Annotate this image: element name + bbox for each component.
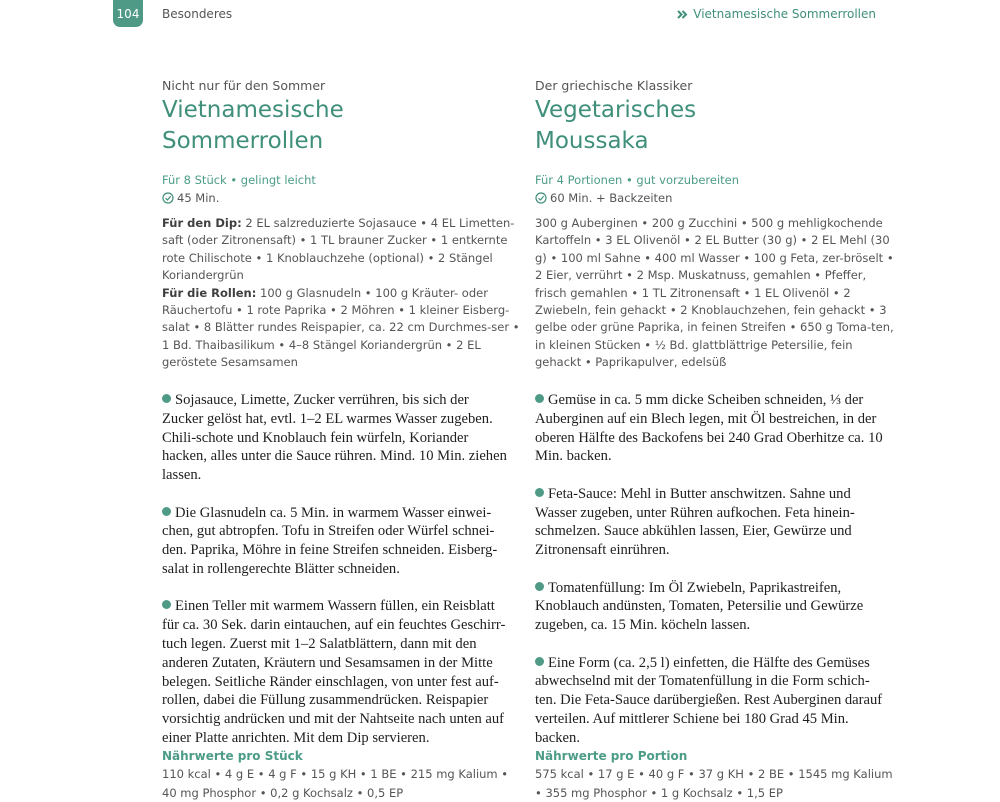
bullet-dot-icon bbox=[162, 600, 171, 609]
recipe-meta bbox=[535, 171, 895, 207]
step-item bbox=[535, 579, 885, 635]
nutrition-values: 575 kcal • 17 g E • 40 g F • 37 g KH • 2 BE • 1545 mg Kalium • 355 mg Phosphor • 1 g Kochsalz • 1,5 EP bbox=[535, 767, 893, 800]
running-title bbox=[677, 7, 876, 21]
recipe-title bbox=[535, 95, 895, 157]
nutrition-sommerrollen bbox=[162, 747, 522, 802]
recipe-time: 60 Min. + Backzeiten bbox=[550, 191, 673, 205]
recipe-time: 45 Min. bbox=[177, 191, 220, 205]
bullet-dot-icon bbox=[535, 394, 544, 403]
bullet-dot-icon bbox=[162, 507, 171, 516]
step-text: Einen Teller mit warmem Wassern füllen, ein Reisblatt für ca. 30 Sek. darin eintauchen, auf ein feuchtes Geschirr-tuch legen. Zuerst mit 1–2 Salatblättern, dann mit den anderen Zutaten, Kräutern und Sesamsamen in der Mitte belegen. Seitliche Ränder einschlagen, von unter fest auf-rollen, dabei die Füllung zusammendrücken. Reispapier vorsichtig andrücken und mit der Nahtseite nach unten auf einer Platte anrichten. Mit dem Dip servieren. bbox=[162, 598, 506, 746]
recipe-servings: Für 4 Portionen • gut vorzubereiten bbox=[535, 173, 740, 187]
step-item bbox=[162, 391, 512, 485]
recipe-meta bbox=[162, 171, 522, 207]
page-number-badge: 104 bbox=[113, 0, 143, 27]
step-text: Die Glasnudeln ca. 5 Min. in warmem Wasser einwei-chen, gut abtropfen. Tofu in Streifen oder Würfel schnei-den. Paprika, Möhre in feine Streifen schneiden. Eisberg-salat in rollengerechte Blätter schneiden. bbox=[162, 504, 498, 577]
clock-icon bbox=[162, 192, 174, 204]
step-text: Eine Form (ca. 2,5 l) einfetten, die Hälfte des Gemüses abwechselnd mit der Tomatenfüllung in die Form schich-ten. Die Feta-Sauce darübergießen. Rest Auberginen darauf verteilen. Auf mittlerer Schiene bei 180 Grad 45 Min. backen. bbox=[535, 654, 883, 746]
recipe-servings: Für 8 Stück • gelingt leicht bbox=[162, 173, 316, 187]
bullet-dot-icon bbox=[535, 657, 544, 666]
recipe-header-sommerrollen bbox=[162, 78, 522, 372]
ingredients-dip bbox=[162, 215, 522, 285]
steps-sommerrollen bbox=[162, 391, 512, 766]
nutrition-title: Nährwerte pro Portion bbox=[535, 749, 688, 763]
recipe-title-line-1: Vegetarisches bbox=[535, 97, 697, 123]
section-label: Besonderes bbox=[162, 7, 233, 21]
step-text: Sojasauce, Limette, Zucker verrühren, bis sich der Zucker gelöst hat, evtl. 1–2 EL warmes Wasser zugeben. Chili-schote und Knoblauch fein würfeln, Koriander hacken, alles unter die Sauce rühren. Mind. 10 Min. ziehen lassen. bbox=[162, 392, 507, 484]
step-text: Gemüse in ca. 5 mm dicke Scheiben schneiden, ⅓ der Auberginen auf ein Blech legen, mit Öl bestreichen, in der oberen Hälfte des Backofens bei 240 Grad Oberhitze ca. 10 Min. backen. bbox=[535, 392, 883, 465]
running-title-text: Vietnamesische Sommerrollen bbox=[693, 7, 876, 21]
step-item bbox=[535, 654, 885, 748]
step-text: Feta-Sauce: Mehl in Butter anschwitzen. Sahne und Wasser zugeben, unter Rühren aufkochen. Feta hinein-schmelzen. Sauce abkühlen lassen, Eier, Gewürze und Zitronensaft einrühren. bbox=[535, 485, 855, 559]
recipe-title bbox=[162, 95, 522, 157]
step-text: Tomatenfüllung: Im Öl Zwiebeln, Paprikastreifen, Knoblauch andünsten, Tomaten, Petersilie und Gewürze zugeben, ca. 15 Min. köcheln lassen. bbox=[535, 579, 864, 634]
step-item bbox=[162, 597, 512, 747]
ingredients-rollen-label: Für die Rollen: bbox=[162, 285, 257, 300]
step-item bbox=[535, 391, 885, 466]
recipe-title-line-1: Vietnamesische bbox=[162, 97, 344, 123]
nutrition-moussaka bbox=[535, 747, 895, 802]
recipe-header-moussaka bbox=[535, 78, 895, 372]
ingredients-list bbox=[162, 215, 522, 372]
recipe-kicker: Nicht nur für den Sommer bbox=[162, 78, 326, 93]
bullet-dot-icon bbox=[535, 488, 544, 497]
ingredients-text: 300 g Auberginen • 200 g Zucchini • 500 g mehligkochende Kartoffeln • 3 EL Olivenöl • 2 EL Butter (30 g) • 2 EL Mehl (30 g) • 100 ml Sahne • 400 ml Wasser • 100 g Feta, zer-bröselt • 2 Eier, verrührt • 2 Msp. Muskatnuss, gemahlen • Pfeffer, frisch gemahlen • 1 TL Zitronensaft • 1 EL Olivenöl • 2 Zwiebeln, fein gehackt • 2 Knoblauchzehen, fein gehackt • 3 gelbe oder grüne Paprika, in feinen Streifen • 650 g Toma-ten, in kleinen Stücken • ½ Bd. glattblättrige Petersilie, fein gehackt • Paprikapulver, edelsüß bbox=[535, 216, 894, 370]
recipe-time-row bbox=[535, 189, 895, 207]
double-chevron-right-icon bbox=[677, 10, 688, 19]
ingredients-list bbox=[535, 215, 895, 372]
ingredients-dip-label: Für den Dip: bbox=[162, 216, 242, 230]
bullet-dot-icon bbox=[162, 394, 171, 403]
clock-icon bbox=[535, 192, 547, 204]
step-item bbox=[162, 504, 512, 579]
ingredients-rollen-text: 100 g Glasnudeln • 100 g Kräuter- oder Räuchertofu • 1 rote Paprika • 2 Möhren • 1 kleiner Eisberg-salat • 8 Blätter rundes Reispapier, ca. 22 cm Durchmes-ser • 1 Bd. Thaibasilikum • 4–8 Stängel Koriandergrün • 2 EL geröstete Sesamsamen bbox=[162, 285, 520, 370]
nutrition-values: 110 kcal • 4 g E • 4 g F • 15 g KH • 1 BE • 215 mg Kalium • 40 mg Phosphor • 0,2 g Kochsalz • 0,5 EP bbox=[162, 767, 509, 800]
step-item bbox=[535, 485, 885, 560]
nutrition-title: Nährwerte pro Stück bbox=[162, 749, 303, 763]
recipe-time-row bbox=[162, 189, 522, 207]
bullet-dot-icon bbox=[535, 582, 544, 591]
recipe-kicker: Der griechische Klassiker bbox=[535, 78, 693, 93]
ingredients-rollen bbox=[162, 285, 522, 372]
steps-moussaka bbox=[535, 391, 885, 766]
ingredients-dip-text: 2 EL salzreduzierte Sojasauce • 4 EL Limetten-saft (oder Zitronensaft) • 1 TL brauner Zucker • 1 entkernte rote Chilischote • 1 Knoblauchzehe (optional) • 2 Stängel Koriandergrün bbox=[162, 216, 515, 283]
recipe-title-line-2: Sommerrollen bbox=[162, 128, 324, 154]
recipe-title-line-2: Moussaka bbox=[535, 128, 649, 154]
